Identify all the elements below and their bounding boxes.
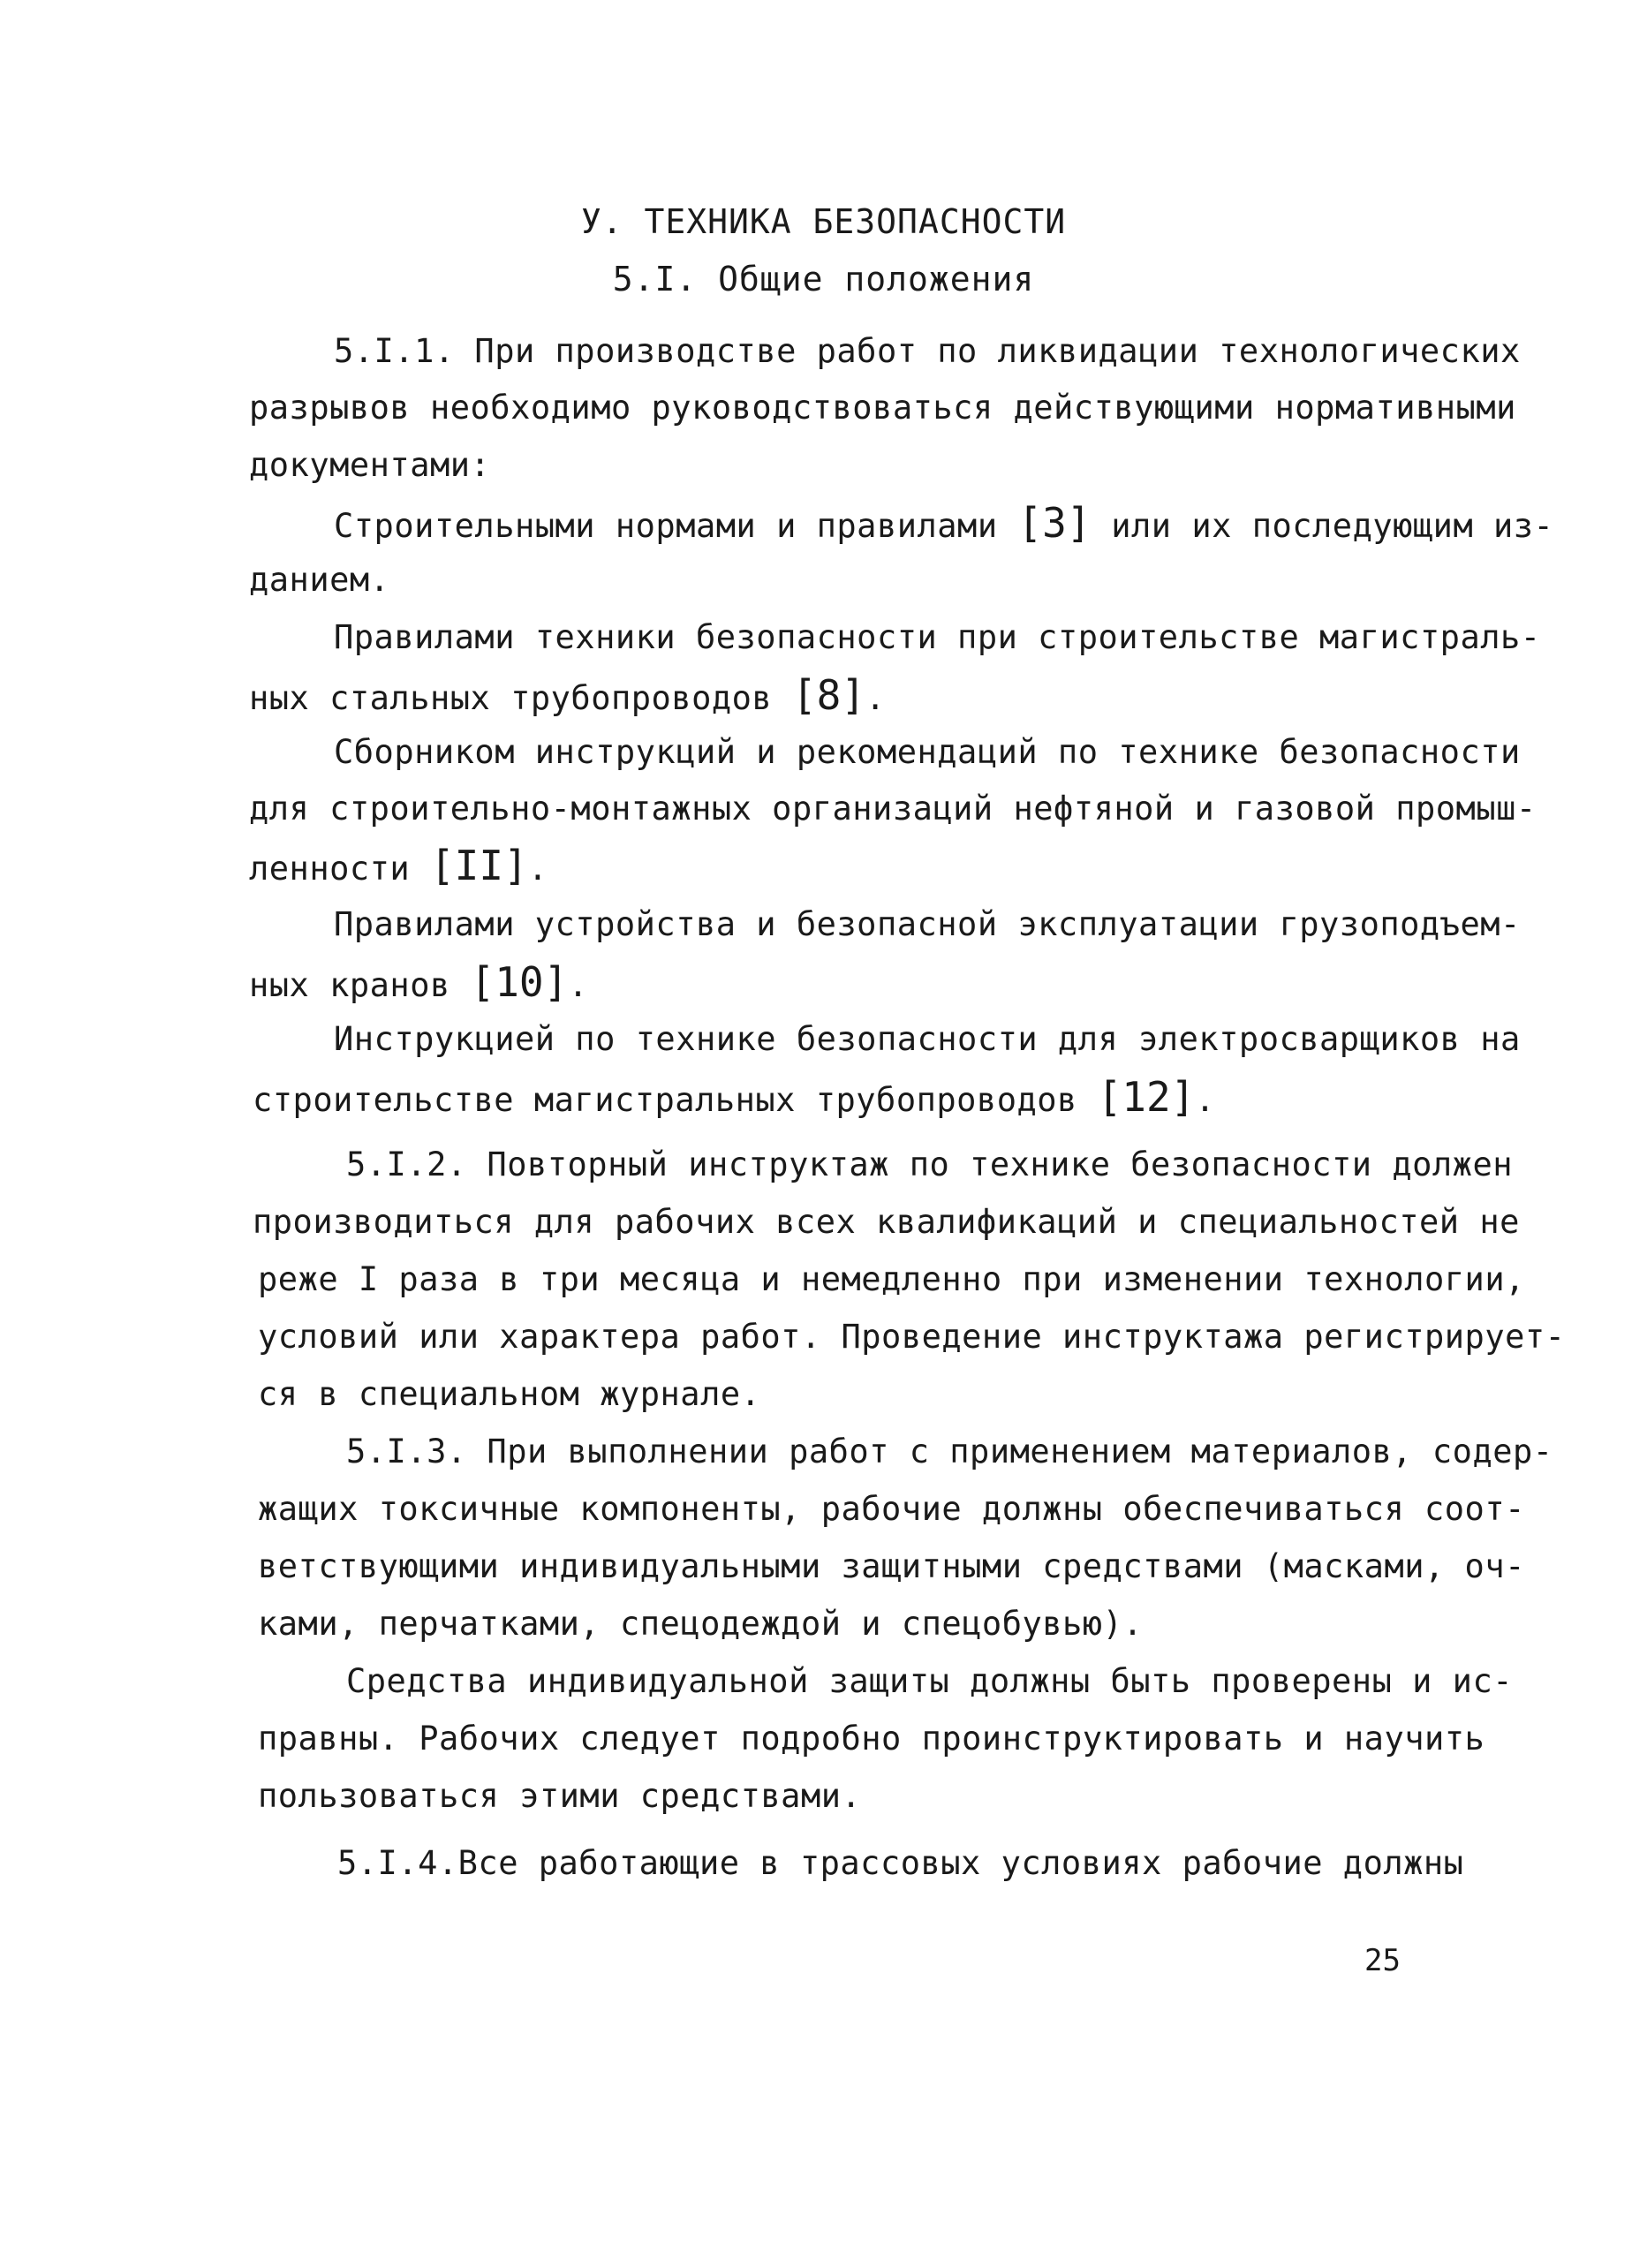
reference-bracket: [10] [470,958,569,1006]
reference-bracket: [12] [1097,1073,1196,1121]
text-line: ками, перчатками, спецодеждой и спецобувью). [258,1605,1144,1643]
text-line: Сборником инструкций и рекомендаций по технике безопасности [334,733,1521,771]
text-line: 5.I.3. При выполнении работ с применением материалов, содер- [346,1433,1553,1470]
text-line: Правилами устройства и безопасной эксплуатации грузоподъем- [334,905,1521,943]
text-line: правны. Рабочих следует подробно проинструктировать и научить [258,1720,1485,1758]
text-line: реже I раза в три месяца и немедленно при изменении технологии, [258,1260,1525,1298]
page-number: 25 [1364,1943,1401,1978]
chapter-title: У. ТЕХНИКА БЕЗОПАСНОСТИ [580,202,1067,241]
text-line: условий или характера работ. Проведение инструктажа регистрирует- [258,1318,1566,1356]
text-line: 5.I.1. При производстве работ по ликвидации технологических [334,332,1521,370]
line-text: . [1195,1081,1216,1119]
line-text: ных стальных трубопроводов [249,679,792,717]
text-line: Средства индивидуальной защиты должны быть проверены и ис- [346,1662,1514,1700]
text-line [253,1073,1216,1121]
line-text: ных кранов [249,966,471,1004]
line-text: . [527,850,548,888]
text-line: ветствующими индивидуальными защитными средствами (масками, оч- [258,1547,1525,1585]
text-line: документами: [249,446,491,484]
text-line: разрывов необходимо руководствоваться действующими нормативными [249,389,1516,427]
line-text: . [568,966,589,1004]
line-text: Строительными нормами и правилами [334,507,1018,545]
text-line: данием. [249,561,390,599]
section-title: 5.I. Общие положения [612,260,1035,299]
text-line: ся в специальном журнале. [258,1375,761,1413]
text-line: жащих токсичные компоненты, рабочие должны обеспечиваться соот- [258,1490,1525,1528]
reference-bracket: [8] [791,671,866,719]
line-text: строительстве магистральных трубопроводов [253,1081,1098,1119]
line-text: ленности [249,850,430,888]
text-line: пользоваться этими средствами. [258,1777,862,1815]
text-line: производиться для рабочих всех квалификаций и специальностей не [253,1203,1520,1241]
text-line: 5.I.2. Повторный инструктаж по технике безопасности должен [346,1145,1514,1183]
text-line [249,958,589,1006]
text-line: Инструкцией по технике безопасности для электросварщиков на [334,1020,1521,1058]
text-line [249,671,886,719]
line-text: . [865,679,886,717]
reference-bracket: [3] [1017,499,1092,547]
text-line [334,499,1554,547]
line-text: или их последующим из- [1091,507,1554,545]
text-line: 5.I.4.Все работающие в трассовых условиях рабочие должны [337,1844,1464,1882]
text-line [249,842,548,889]
text-line: Правилами техники безопасности при строительстве магистраль- [334,618,1541,656]
reference-bracket: [II] [429,842,528,889]
text-line: для строительно-монтажных организаций нефтяной и газовой промыш- [249,790,1537,828]
